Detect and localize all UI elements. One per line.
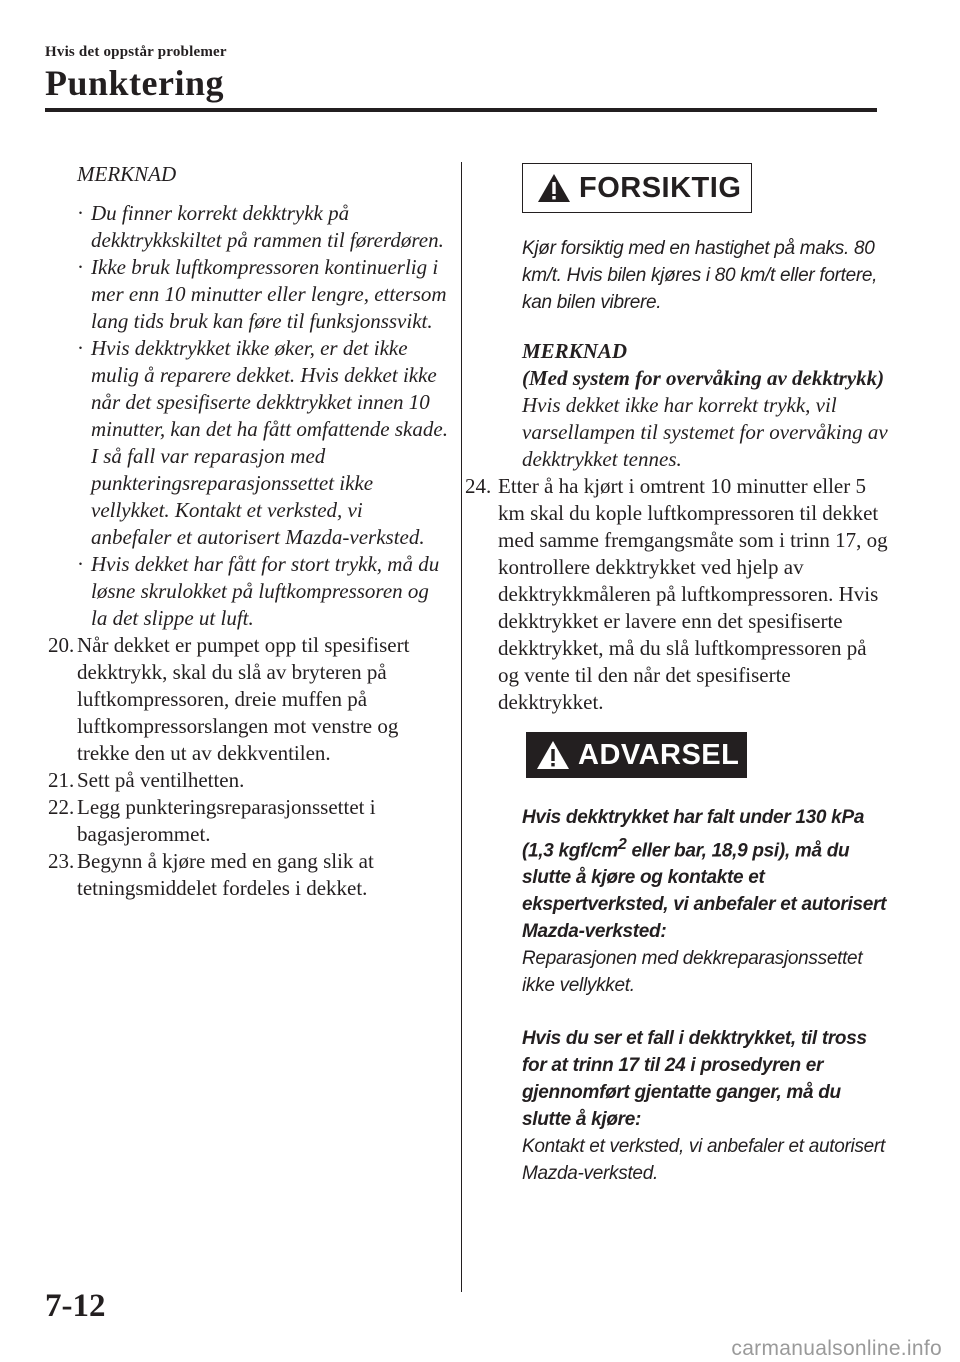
left-column [48, 161, 448, 902]
step-item [48, 632, 448, 767]
step-number: 22. [48, 795, 75, 819]
note-title: MERKNAD [77, 162, 177, 186]
step-item [465, 473, 889, 716]
caution-banner [522, 163, 752, 213]
note-item: · Hvis dekket har fått for stort trykk, må du løsne skrulokket på luftkompressoren og la det slippe ut luft. [48, 551, 448, 632]
step-text: Begynn å kjøre med en gang slik at tetningsmiddelet fordeles i dekket. [77, 849, 374, 900]
warning-label: ADVARSEL [578, 739, 740, 771]
page-number: 7-12 [45, 1288, 106, 1324]
note-item: · Du finner korrekt dekktrykk på dekktrykkskiltet på rammen til førerdøren. [48, 200, 448, 254]
note-item: · Hvis dekktrykket ikke øker, er det ikke mulig å reparere dekket. Hvis dekket ikke når det spesifiserte dekktrykket innen 10 minutter, kan det ha fått omfattende skade. I så fall var reparasjon med punkteringsreparasjonssettet ikke vellykket. Kontakt et verksted, vi anbefaler et autorisert Mazda-verksted. [48, 335, 448, 551]
page-title: Punktering [45, 63, 225, 103]
note-text: Hvis dekket ikke har korrekt trykk, vil varsellampen til systemet for overvåking av dekktrykket tennes. [522, 393, 888, 471]
step-number: 20. [48, 633, 75, 657]
step-number: 21. [48, 768, 75, 792]
step-number: 23. [48, 849, 75, 873]
step-item [48, 848, 448, 902]
caution-text: Kjør forsiktig med en hastighet på maks. 80 km/t. Hvis bilen kjøres i 80 km/t eller fortere, kan bilen vibrere. [522, 238, 878, 313]
note-subtitle: (Med system for overvåking av dekktrykk) [522, 366, 885, 390]
note-title: MERKNAD [522, 339, 628, 363]
step-text: Legg punkteringsreparasjonssettet i bagasjerommet. [77, 795, 376, 846]
warning-banner [526, 732, 747, 778]
watermark: carmanualsonline.info [731, 1337, 942, 1360]
note-item: · Ikke bruk luftkompressoren kontinuerlig i mer enn 10 minutter eller lengre, ettersom lang tids bruk kan føre til funksjonssvikt. [48, 254, 448, 335]
note-block [522, 338, 889, 473]
caution-label: FORSIKTIG [579, 172, 742, 204]
warning-text: Kontakt et verksted, vi anbefaler et autorisert Mazda-verksted. [522, 1136, 885, 1185]
warning-triangle-icon [536, 740, 570, 770]
step-list [48, 632, 448, 902]
column-divider [461, 162, 462, 1292]
step-text: Etter å ha kjørt i omtrent 10 minutter eller 5 km skal du kople luftkompressoren til dekket med samme fremgangsmåte som i trinn 17, og kontrollere dekktrykket ved hjelp av dekktrykkmåleren på luftkompressoren. Hvis dekktrykket er lavere enn det spesifiserte dekktrykket, må du slå luftkompressoren på og vente til den når det spesifiserte dekktrykket. [498, 474, 888, 714]
warning-bold-text: Hvis du ser et fall i dekktrykket, til tross for at trinn 17 til 24 i prosedyren er gjennomført gjentatte ganger, må du slutte å kjøre: [522, 1028, 867, 1131]
warning-content [522, 804, 889, 1187]
section-label: Hvis det oppstår problemer [45, 44, 227, 60]
step-number: 24. [465, 474, 492, 498]
step-item [48, 767, 448, 794]
warning-bold-text: Hvis dekktrykket har falt under 130 kPa (1,3 kgf/$cm^2$ eller bar, 18,9 psi), må du slutte å kjøre og kontakte et ekspertverksted, vi anbefaler et autorisert Mazda-verksted: [522, 807, 887, 943]
warning-text: Reparasjonen med dekkreparasjonssettet ikke vellykket. [522, 948, 863, 997]
warning-triangle-icon [537, 173, 571, 203]
right-column [465, 161, 889, 1187]
step-text: Når dekket er pumpet opp til spesifisert dekktrykk, skal du slå av bryteren på luftkompressoren, dreie muffen på luftkompressorslangen mot venstre og trekke den ut av dekkventilen. [77, 633, 410, 765]
step-text: Sett på ventilhetten. [77, 768, 245, 792]
note-list [48, 200, 448, 632]
step-item [48, 794, 448, 848]
header-rule [45, 108, 877, 112]
